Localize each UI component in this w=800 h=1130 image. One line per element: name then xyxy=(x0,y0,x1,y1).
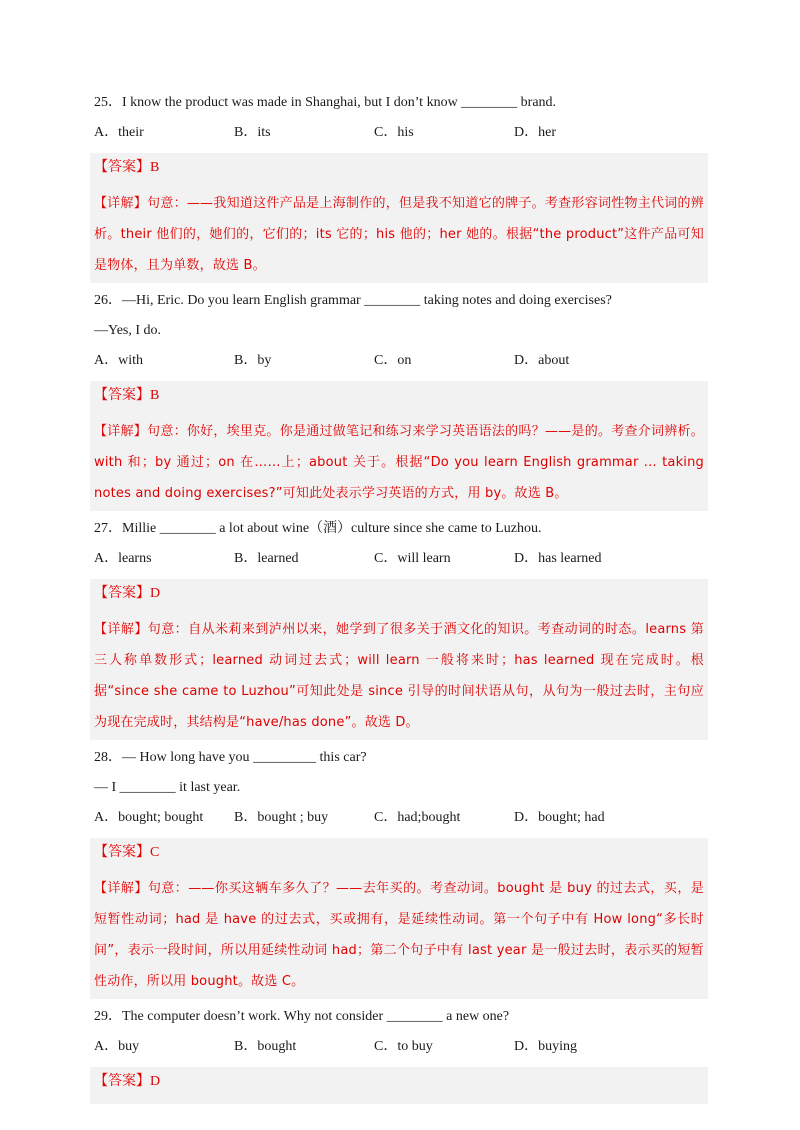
option-a: A．their xyxy=(94,125,144,140)
option-c: C．on xyxy=(374,353,412,368)
options-row xyxy=(94,808,704,828)
dialog-line: — I ________ it last year. xyxy=(94,780,241,795)
answer-box xyxy=(90,838,708,999)
explanation-text: 【详解】句意：自从米莉来到泸州以来，她学到了很多关于酒文化的知识。考查动词的时态。learns 第三人称单数形式；learned 动词过去式；will learn 一般将来时；has learned 现在完成时。根据“since she came to Luzhou”可知此处是 since 引导的时间状语从句，从句为一般过去时，主句应为现在完成时，其结构是“have/has done”。故选 D。 xyxy=(94,622,704,730)
dialog-line: —Yes, I do. xyxy=(94,323,162,338)
option-d: D．bought; had xyxy=(514,810,605,825)
option-c: C．had;bought xyxy=(374,810,461,825)
option-b: B．bought ; buy xyxy=(234,810,329,825)
question-stem: 27．Millie ________ a lot about wine（酒）culture since she came to Luzhou. xyxy=(94,521,542,536)
option-a: A．with xyxy=(94,353,143,368)
options-row xyxy=(94,549,704,569)
question-stem: 28．— How long have you _________ this car? xyxy=(94,750,367,765)
answer-text: 【答案】C xyxy=(94,845,160,860)
question-25 xyxy=(94,93,704,283)
option-a: A．bought; bought xyxy=(94,810,204,825)
option-c: C．to buy xyxy=(374,1039,433,1054)
option-d: D．her xyxy=(514,125,556,140)
question-stem: 26．—Hi, Eric. Do you learn English grammar ________ taking notes and doing exercises? xyxy=(94,293,612,308)
option-b: B．bought xyxy=(234,1039,297,1054)
option-a: A．buy xyxy=(94,1039,140,1054)
answer-box xyxy=(90,1067,708,1104)
question-stem: 25．I know the product was made in Shanghai, but I don’t know ________ brand. xyxy=(94,95,557,110)
explanation-text: 【详解】句意：你好，埃里克。你是通过做笔记和练习来学习英语语法的吗？——是的。考查介词辨析。with 和；by 通过；on 在……上；about 关于。根据“Do you learn English grammar ... taking notes and doing exercises?”可知此处表示学习英语的方式，用 by。故选 B。 xyxy=(94,424,704,501)
option-b: B．by xyxy=(234,353,272,368)
options-row xyxy=(94,123,704,143)
questions-content xyxy=(94,93,704,1112)
answer-box xyxy=(90,153,708,283)
explanation-text: 【详解】句意：——你买这辆车多久了？——去年买的。考查动词。bought 是 buy 的过去式，买，是短暂性动词；had 是 have 的过去式，买或拥有，是延续性动词。第一个句子中有 How long“多长时间”，表示一段时间，所以用延续性动词 had；第二个句子中有 last year 是一般过去时，表示买的短暂性动作，所以用 bought。故选 C。 xyxy=(94,881,704,989)
question-29 xyxy=(94,1007,704,1104)
answer-box xyxy=(90,579,708,740)
option-b: B．learned xyxy=(234,551,299,566)
answer-text: 【答案】B xyxy=(94,388,160,403)
question-stem: 29．The computer doesn’t work. Why not consider ________ a new one? xyxy=(94,1009,510,1024)
option-a: A．learns xyxy=(94,551,152,566)
answer-text: 【答案】D xyxy=(94,586,161,601)
question-27 xyxy=(94,519,704,740)
option-d: D．has learned xyxy=(514,551,602,566)
option-b: B．its xyxy=(234,125,271,140)
option-d: D．about xyxy=(514,353,570,368)
question-26 xyxy=(94,291,704,511)
explanation-text: 【详解】句意：——我知道这件产品是上海制作的，但是我不知道它的牌子。考查形容词性物主代词的辨析。their 他们的，她们的，它们的；its 它的；his 他的；her 她的。根据“the product”这件产品可知是物体，且为单数，故选 B。 xyxy=(94,196,704,273)
answer-text: 【答案】B xyxy=(94,160,160,175)
option-d: D．buying xyxy=(514,1039,577,1054)
answer-text: 【答案】D xyxy=(94,1074,161,1089)
options-row xyxy=(94,1037,704,1057)
option-c: C．his xyxy=(374,125,414,140)
answer-box xyxy=(90,381,708,511)
option-c: C．will learn xyxy=(374,551,451,566)
options-row xyxy=(94,351,704,371)
question-28 xyxy=(94,748,704,999)
